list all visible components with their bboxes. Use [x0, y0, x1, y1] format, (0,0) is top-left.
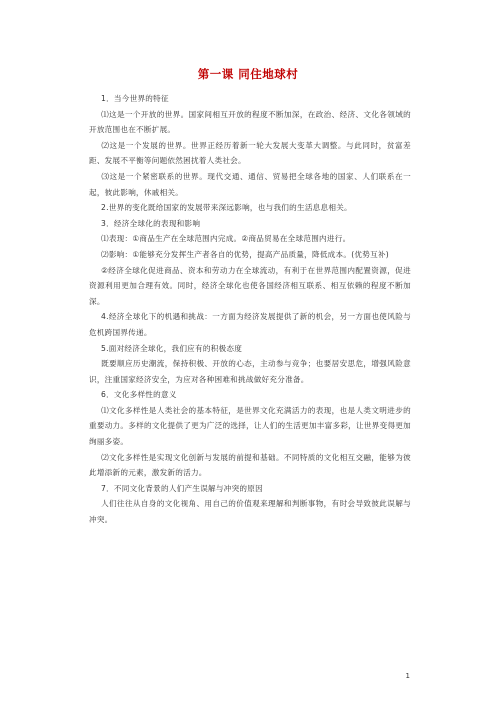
- paragraph-resource-flow: ②经济全球化促进商品、资本和劳动力在全球流动，有利于在世界范围内配置资源，促进资源利用更加合理有效。同时，经济全球化也使各国经济相互联系、相互依赖的程度不断加深。: [89, 265, 411, 306]
- heading-globalization: 3．经济全球化的表现和影响: [101, 218, 201, 228]
- paragraph-open-world: ⑴这是一个开放的世界。国家间相互开放的程度不断加深，在政治、经济、文化各领域的开放范围也在不断扩展。: [89, 109, 411, 135]
- paragraph-opportunities-challenges: 4.经济全球化下的机遇和挑战：一方面为经济发展提供了新的机会，另一方面也使风险与危机跨国界传递。: [89, 312, 411, 337]
- paragraph-diversity-innovation: ⑵文化多样性是实现文化创新与发展的前提和基础。不同特质的文化相互交融，能够为彼此增添新的元素，激发新的活力。: [89, 452, 411, 478]
- heading-world-features: 1．当今世界的特征: [101, 94, 169, 103]
- heading-misunderstanding: 7．不同文化背景的人们产生误解与冲突的原因: [101, 483, 263, 493]
- paragraph-developing-world: ⑵这是一个发展的世界。世界正经历着新一轮大发展大变革大调整。与此同时，贫富差距、发展不平衡等问题依然困扰着人类社会。: [89, 140, 411, 166]
- paragraph-world-changes: 2.世界的变化既给国家的发展带来深远影响，也与我们的生活息息相关。: [101, 203, 352, 213]
- paragraph-diversity-feature: ⑴文化多样性是人类社会的基本特征，是世界文化充满活力的表现，也是人类文明进步的重要动力。多样的文化提供了更为广泛的选择，让人们的生活更加丰富多彩，让世界变得更加绚丽多姿。: [89, 405, 411, 447]
- lesson-title: 第一课 同住地球村: [197, 67, 299, 81]
- paragraph-connected-world: ⑶这是一个紧密联系的世界。现代交通、通信、贸易把全球各地的国家、人们联系在一起，彼此影响，休戚相关。: [89, 171, 411, 197]
- paragraph-globalization-forms: ⑴表现：①商品生产在全球范围内完成。②商品贸易在全球范围内进行。: [101, 234, 351, 244]
- paragraph-globalization-impact: ⑵影响：①能够充分发挥生产者各自的优势，提高产品质量，降低成本。(优势互补): [101, 249, 390, 259]
- heading-cultural-diversity: 6．文化多样性的意义: [101, 390, 177, 400]
- paragraph-attitude: 既要顺应历史潮流，保持积极、开放的心态，主动参与竞争；也要居安思危，增强风险意识，注重国家经济安全，为应对各种困难和挑战做好充分准备。: [89, 359, 411, 384]
- document-body: [89, 91, 411, 528]
- heading-attitude: 5.面对经济全球化，我们应有的积极态度: [101, 343, 243, 353]
- paragraph-misunderstanding-cause: 人们往往从自身的文化视角、用自己的价值观来理解和判断事物，有时会导致彼此误解与冲突。: [89, 499, 411, 525]
- page-number: 1: [405, 672, 410, 680]
